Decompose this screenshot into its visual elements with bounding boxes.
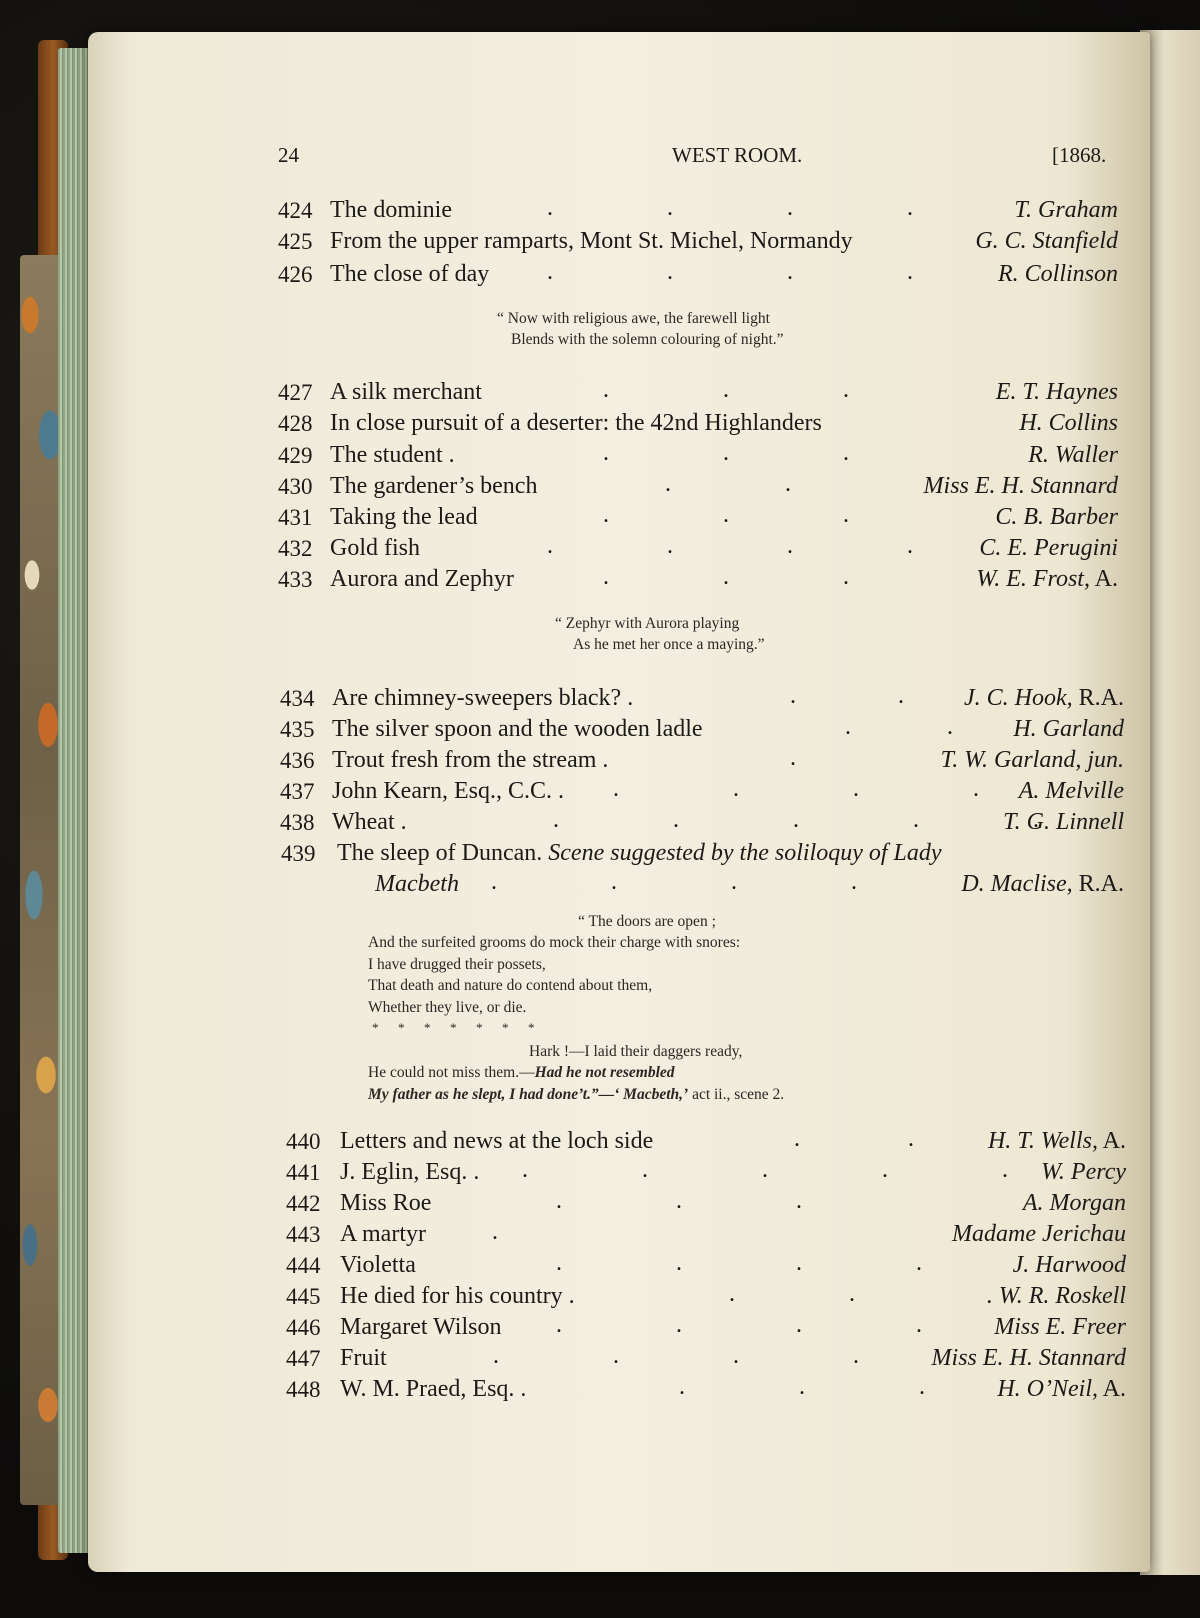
quote-line: As he met her once a maying.” (573, 636, 765, 653)
entry-artist: G. C. Stanfield (975, 228, 1118, 254)
entry-number: 424 (278, 198, 313, 223)
entry-artist: T. G. Linnell (1003, 809, 1124, 835)
leader-dots: . . . (603, 377, 849, 403)
entry-title: Aurora and Zephyr (330, 566, 514, 592)
leader-dots: . . . . (547, 533, 913, 559)
leader-dots: . (790, 745, 796, 771)
entry-artist: J. C. Hook, R.A. (964, 685, 1124, 711)
entry-number: 427 (278, 380, 313, 405)
entry-title: In close pursuit of a deserter: the 42nd Highlanders (330, 410, 822, 436)
leader-dots: . . . (603, 564, 849, 590)
entry-title: The dominie (330, 197, 452, 223)
leader-dots: . . . . (556, 1250, 922, 1276)
entry-title: A silk merchant (330, 379, 482, 405)
quote-line: “ Zephyr with Aurora playing (555, 615, 740, 632)
leader-dots: . . . (556, 1188, 802, 1214)
ellipsis-stars: * * * * * * * (372, 1020, 535, 1035)
quote-line: That death and nature do contend about them, (368, 977, 653, 994)
marbled-endpaper (20, 255, 62, 1505)
entry-number: 429 (278, 443, 313, 468)
entry-number: 441 (286, 1160, 321, 1185)
entry-number: 440 (286, 1129, 321, 1154)
entry-artist: H. T. Wells, A. (987, 1128, 1126, 1154)
entry-artist: C. B. Barber (995, 504, 1118, 530)
entry-number: 426 (278, 262, 313, 287)
entry-title: The gardener’s bench (330, 473, 538, 499)
entry-artist: W. E. Frost, A. (976, 566, 1118, 592)
entry-artist: Madame Jerichau (952, 1221, 1126, 1247)
entry-title: W. M. Praed, Esq. . (340, 1376, 527, 1402)
entry-title: A martyr (340, 1221, 426, 1247)
entry-title: Taking the lead (330, 504, 478, 530)
leader-dots: . . . . (547, 195, 913, 221)
entry-title: From the upper ramparts, Mont St. Michel, Normandy (330, 228, 853, 254)
entry-title: Miss Roe (340, 1190, 432, 1216)
quote-line: Blends with the solemn colouring of night.” (511, 331, 784, 348)
entry-number: 431 (278, 505, 313, 530)
entry-number: 436 (280, 748, 315, 773)
entry-title: J. Eglin, Esq. . (340, 1159, 480, 1185)
entry-title: The student . (330, 442, 455, 468)
entry-artist: T. W. Garland, jun. (940, 747, 1124, 773)
entry-title: Trout fresh from the stream . (332, 747, 609, 773)
leader-dots: . . . . (613, 776, 979, 802)
entry-artist: Miss E. Freer (994, 1314, 1126, 1340)
entry-number: 435 (280, 717, 315, 742)
entry-title: Letters and news at the loch side (340, 1128, 654, 1154)
entry-title: Margaret Wilson (340, 1314, 502, 1340)
entry-number: 438 (280, 810, 315, 835)
entry-artist: A. Melville (1018, 778, 1124, 804)
leader-dots: . . (845, 714, 953, 740)
entry-artist: H. Collins (1019, 410, 1118, 436)
leader-dots: . (492, 1219, 498, 1245)
quote-line: Hark !—I laid their daggers ready, (529, 1043, 743, 1060)
quote-line: Whether they live, or die. (368, 999, 527, 1016)
entry-number: 425 (278, 229, 313, 254)
entry-title: He died for his country . (340, 1283, 575, 1309)
entry-artist: D. Maclise, R.A. (961, 871, 1124, 897)
entry-number: 430 (278, 474, 313, 499)
entry-number: 448 (286, 1377, 321, 1402)
leader-dots: . . . (603, 440, 849, 466)
section-title: WEST ROOM. (672, 143, 803, 167)
entry-number: 434 (280, 686, 315, 711)
leader-dots: . . . (679, 1374, 925, 1400)
leader-dots: . . (665, 471, 791, 497)
entry-artist: H. Garland (1013, 716, 1124, 742)
entry-artist: W. Percy (1041, 1159, 1126, 1185)
leader-dots: . . . . . (553, 807, 1039, 833)
leader-dots: . . . . (556, 1312, 922, 1338)
entry-title: Violetta (340, 1252, 416, 1278)
entry-artist: Miss E. H. Stannard (931, 1345, 1126, 1371)
leader-dots: . . . . . (522, 1157, 1008, 1183)
entry-title: John Kearn, Esq., C.C. . (332, 778, 564, 804)
entry-number: 446 (286, 1315, 321, 1340)
entry-artist: J. Harwood (1012, 1252, 1126, 1278)
entry-number: 437 (280, 779, 315, 804)
entry-number: 433 (278, 567, 313, 592)
entry-number: 442 (286, 1191, 321, 1216)
entry-title-continued: Macbeth (375, 871, 459, 897)
quote-line: And the surfeited grooms do mock their charge with snores: (368, 934, 741, 951)
year-marker: [1868. (1052, 143, 1107, 167)
leader-dots: . . (794, 1126, 914, 1152)
leader-dots: . . . . (493, 1343, 859, 1369)
entry-artist: . W. R. Roskell (986, 1283, 1126, 1309)
entry-title: The sleep of Duncan. Scene suggested by the soliloquy of Lady (337, 840, 942, 866)
leader-dots: . . . . (491, 869, 857, 895)
leader-dots: . . (790, 683, 904, 709)
page-number: 24 (278, 143, 299, 167)
quote-line: “ The doors are open ; (578, 913, 716, 930)
entry-number: 443 (286, 1222, 321, 1247)
entry-artist: A. Morgan (1022, 1190, 1126, 1216)
entry-number: 432 (278, 536, 313, 561)
entry-title: Fruit (340, 1345, 387, 1371)
entry-artist: R. Collinson (997, 261, 1118, 287)
entry-title: The silver spoon and the wooden ladle (332, 716, 703, 742)
entry-artist: R. Waller (1028, 442, 1118, 468)
entry-title: Wheat . (332, 809, 407, 835)
leader-dots: . . . (603, 502, 849, 528)
entry-title: Are chimney-sweepers black? . (332, 685, 634, 711)
quote-line: My father as he slept, I had done’t.”—‘ Macbeth,’ act ii., scene 2. (368, 1086, 785, 1103)
entry-number: 445 (286, 1284, 321, 1309)
entry-title: The close of day (330, 261, 490, 287)
entry-artist: H. O’Neil, A. (997, 1376, 1126, 1402)
entry-artist: C. E. Perugini (979, 535, 1118, 561)
entry-number: 444 (286, 1253, 321, 1278)
entry-number: 447 (286, 1346, 321, 1371)
entry-artist: E. T. Haynes (995, 379, 1118, 405)
entry-number: 428 (278, 411, 313, 436)
entry-artist: Miss E. H. Stannard (923, 473, 1118, 499)
quote-line: “ Now with religious awe, the farewell light (497, 310, 770, 327)
quote-line: He could not miss them.—Had he not resembled (368, 1064, 675, 1081)
leader-dots: . . (729, 1281, 855, 1307)
quote-line: I have drugged their possets, (368, 956, 546, 973)
entry-number: 439 (281, 841, 316, 866)
entry-artist: T. Graham (1014, 197, 1118, 223)
entry-title: Gold fish (330, 535, 420, 561)
leader-dots: . . . . (547, 259, 913, 285)
